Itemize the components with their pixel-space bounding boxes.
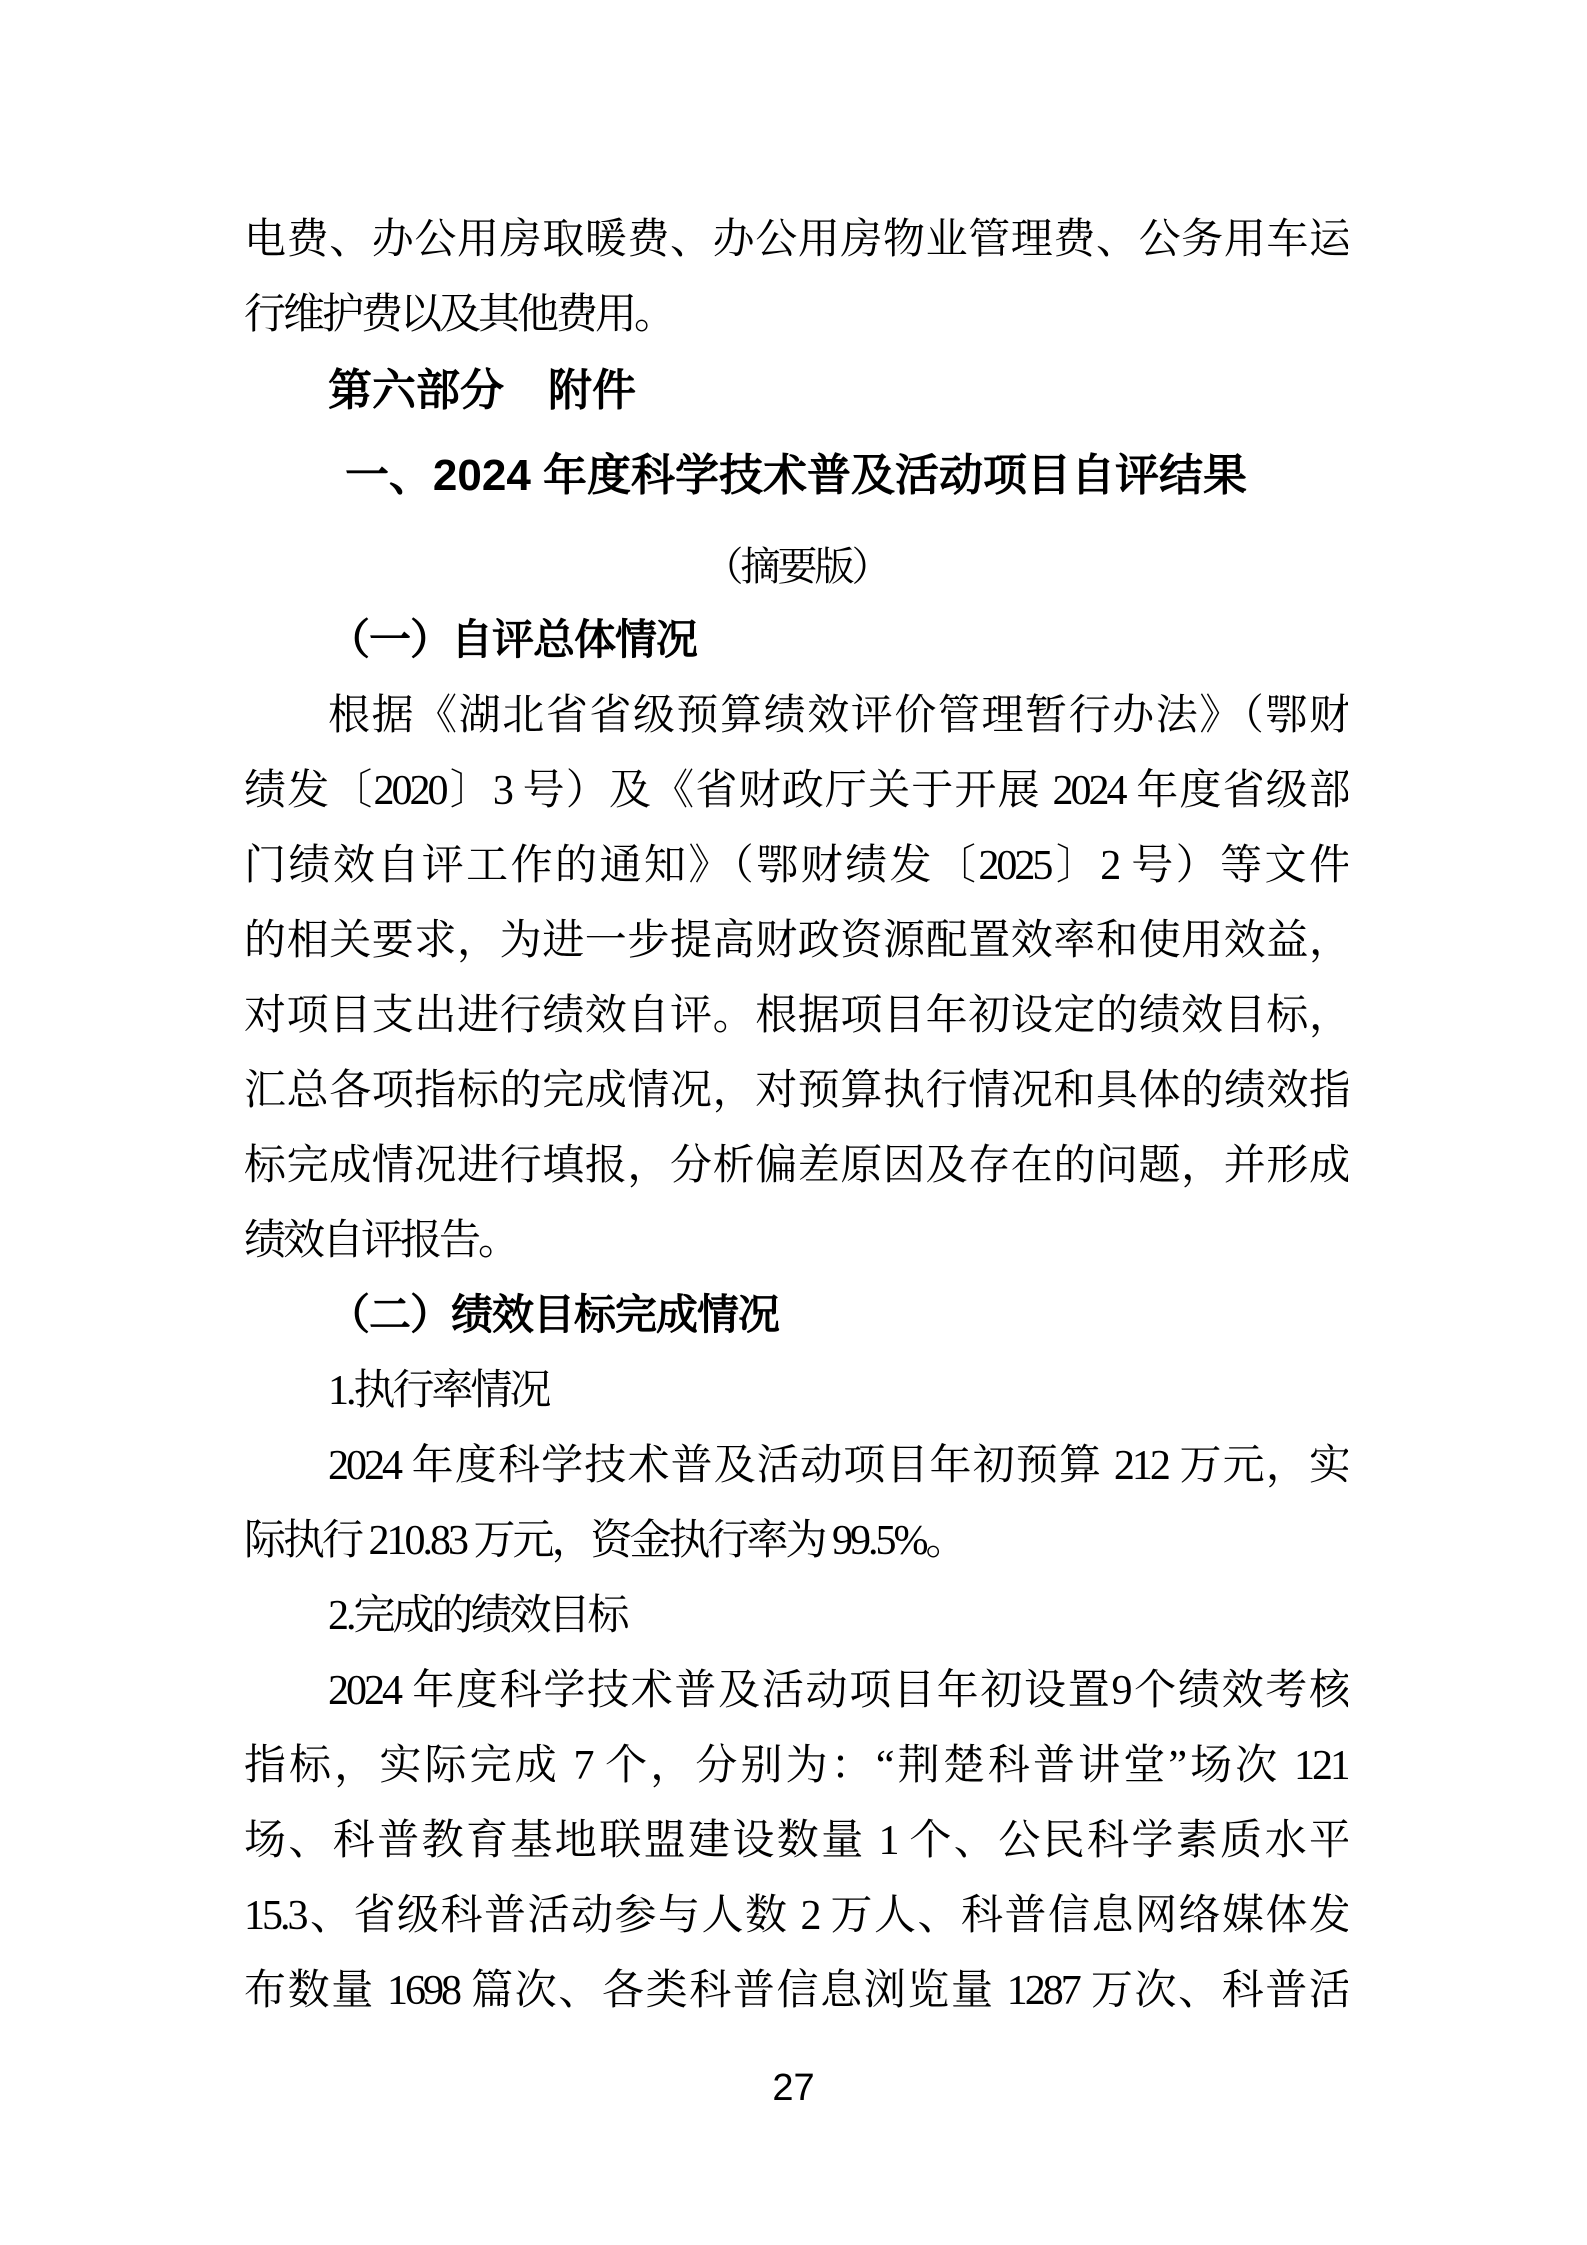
paragraph-line: 绩效自评报告。 — [244, 1218, 518, 1264]
paragraph-line: 门绩效自评工作的通知》（鄂财绩发〔2025〕2 号）等文件 — [244, 843, 1348, 889]
paragraph-line: 汇总各项指标的完成情况，对预算执行情况和具体的绩效指 — [244, 1068, 1348, 1114]
heading-section-one: （一）自评总体情况 — [328, 618, 698, 664]
paragraph-line: 绩发〔2020〕3 号）及《省财政厅关于开展 2024 年度省级部 — [244, 768, 1348, 814]
paragraph-line: 际执行 210.83 万元，资金执行率为 99.5%。 — [244, 1518, 965, 1564]
paragraph-line: 的相关要求，为进一步提高财政资源配置效率和使用效益， — [244, 918, 1348, 964]
paragraph-line: 行维护费以及其他费用。 — [244, 292, 674, 338]
heading-self-evaluation-title: 一、2024 年度科学技术普及活动项目自评结果 — [344, 451, 1248, 500]
page-number: 27 — [772, 2067, 815, 2109]
paragraph-line: 根据《湖北省省级预算绩效评价管理暂行办法》（鄂财 — [328, 693, 1348, 739]
paragraph-line: 标完成情况进行填报，分析偏差原因及存在的问题，并形成 — [244, 1143, 1348, 1189]
paragraph-line: 电费、办公用房取暖费、办公用房物业管理费、公务用车运 — [244, 217, 1348, 263]
paragraph-line: 指标，实际完成 7 个，分别为：“荆楚科普讲堂”场次 121 — [244, 1743, 1348, 1789]
heading-section-two: （二）绩效目标完成情况 — [328, 1293, 780, 1339]
paragraph-line: 对项目支出进行绩效自评。根据项目年初设定的绩效目标， — [244, 993, 1348, 1039]
paragraph-line: 15.3、省级科普活动参与人数 2 万人、科普信息网络媒体发 — [244, 1893, 1348, 1939]
subheading-completed-targets: 2.完成的绩效目标 — [328, 1593, 627, 1639]
paragraph-line: 布数量 1698 篇次、各类科普信息浏览量 1287 万次、科普活 — [244, 1968, 1348, 2014]
paragraph-line: 2024 年度科学技术普及活动项目年初预算 212 万元，实 — [328, 1443, 1348, 1489]
document-body — [244, 203, 1348, 2029]
subheading-execution-rate: 1.执行率情况 — [328, 1368, 549, 1414]
paragraph-line: 场、科普教育基地联盟建设数量 1 个、公民科学素质水平 — [244, 1818, 1348, 1864]
subtitle-summary-version: （摘要版） — [703, 544, 889, 589]
heading-part-six-appendix: 第六部分 附件 — [328, 366, 636, 415]
paragraph-line: 2024 年度科学技术普及活动项目年初设置9个绩效考核 — [328, 1668, 1348, 1714]
